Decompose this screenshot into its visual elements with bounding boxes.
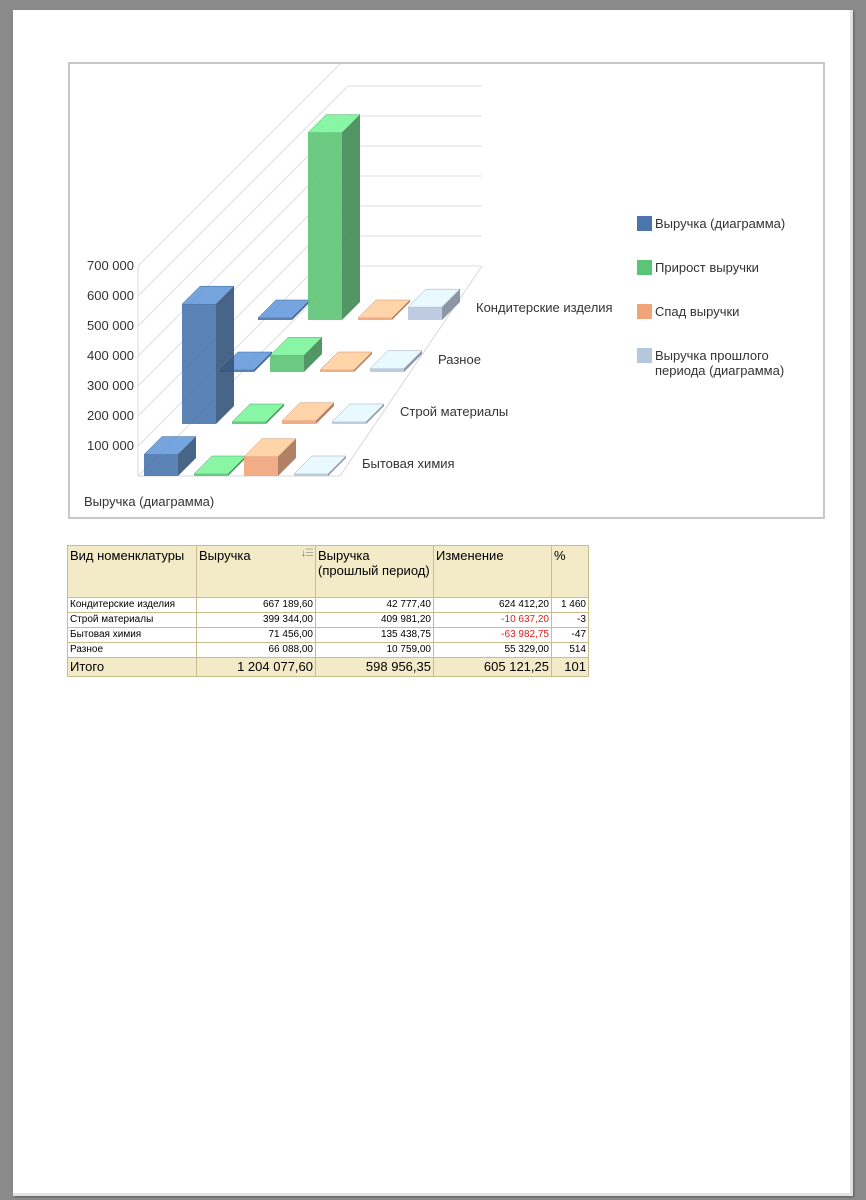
bar-front [182, 304, 216, 424]
cell-pct: 514 [552, 643, 589, 658]
table-total-row [68, 658, 589, 677]
table-header-row [68, 546, 589, 598]
cell-name: Разное [68, 643, 197, 658]
legend-item [637, 346, 822, 390]
total-label: Итого [68, 658, 197, 677]
bar-front [320, 370, 354, 372]
y-tick-label: 200 000 [87, 408, 134, 423]
report-page [13, 10, 853, 1196]
header-revenue[interactable] [197, 546, 316, 598]
category-label: Разное [438, 352, 481, 367]
y-tick-label: 600 000 [87, 288, 134, 303]
bar-front [370, 369, 404, 372]
bar-side [216, 286, 234, 424]
legend-swatch [637, 260, 652, 275]
chart-3d-bar [68, 62, 825, 519]
cell-prev: 135 438,75 [316, 628, 434, 643]
table-row[interactable] [68, 613, 589, 628]
sort-descending-icon[interactable]: ↓☰ [301, 548, 313, 559]
bar-front [308, 133, 342, 320]
legend-swatch [637, 216, 652, 231]
legend-item [637, 214, 822, 258]
header-prev-revenue[interactable]: Выручка (прошлый период) [316, 546, 434, 598]
cell-revenue: 667 189,60 [197, 598, 316, 613]
category-label: Строй материалы [400, 404, 509, 419]
bar-front [358, 318, 392, 320]
total-pct: 101 [552, 658, 589, 677]
header-change[interactable]: Изменение [434, 546, 552, 598]
table-row[interactable] [68, 598, 589, 613]
y-tick-label: 700 000 [87, 258, 134, 273]
bar-front [282, 421, 316, 424]
bar-front [144, 455, 178, 476]
cell-change: -63 982,75 [434, 628, 552, 643]
bar-side [342, 115, 360, 320]
cell-prev: 42 777,40 [316, 598, 434, 613]
y-tick-label: 100 000 [87, 438, 134, 453]
cell-revenue: 66 088,00 [197, 643, 316, 658]
cell-pct: -47 [552, 628, 589, 643]
cell-pct: 1 460 [552, 598, 589, 613]
cell-change: -10 637,20 [434, 613, 552, 628]
legend-swatch [637, 304, 652, 319]
legend-swatch [637, 348, 652, 363]
cell-pct: -3 [552, 613, 589, 628]
legend-label: Прирост выручки [655, 260, 759, 275]
x-axis-label: Выручка (диаграмма) [84, 494, 215, 509]
y-tick-label: 400 000 [87, 348, 134, 363]
cell-name: Строй материалы [68, 613, 197, 628]
category-label: Кондитерские изделия [476, 300, 613, 315]
y-tick-label: 300 000 [87, 378, 134, 393]
total-revenue: 1 204 077,60 [197, 658, 316, 677]
bar-front [194, 474, 228, 476]
legend-label: Спад выручки [655, 304, 740, 319]
legend-label: Выручка прошлого периода (диаграмма) [655, 348, 785, 378]
chart-legend [637, 214, 822, 390]
bar-front [408, 307, 442, 320]
total-prev: 598 956,35 [316, 658, 434, 677]
bar-front [294, 474, 328, 476]
revenue-table [67, 545, 589, 677]
bar-front [244, 457, 278, 476]
cell-revenue: 399 344,00 [197, 613, 316, 628]
header-percent[interactable]: % [552, 546, 589, 598]
bar-front [270, 355, 304, 372]
bar-front [232, 422, 266, 424]
y-tick-label: 500 000 [87, 318, 134, 333]
legend-item [637, 302, 822, 346]
bar-front [258, 318, 292, 320]
cell-name: Бытовая химия [68, 628, 197, 643]
legend-label: Выручка (диаграмма) [655, 216, 786, 231]
table-row[interactable] [68, 643, 589, 658]
total-change: 605 121,25 [434, 658, 552, 677]
cell-change: 624 412,20 [434, 598, 552, 613]
floor-right-edge [340, 266, 482, 476]
cell-name: Кондитерские изделия [68, 598, 197, 613]
category-label: Бытовая химия [362, 456, 455, 471]
table-row[interactable] [68, 628, 589, 643]
cell-prev: 10 759,00 [316, 643, 434, 658]
bar-front [332, 422, 366, 424]
cell-prev: 409 981,20 [316, 613, 434, 628]
legend-item [637, 258, 822, 302]
header-revenue-label: Выручка [199, 548, 251, 563]
cell-revenue: 71 456,00 [197, 628, 316, 643]
cell-change: 55 329,00 [434, 643, 552, 658]
header-item-type[interactable]: Вид номенклатуры [68, 546, 197, 598]
